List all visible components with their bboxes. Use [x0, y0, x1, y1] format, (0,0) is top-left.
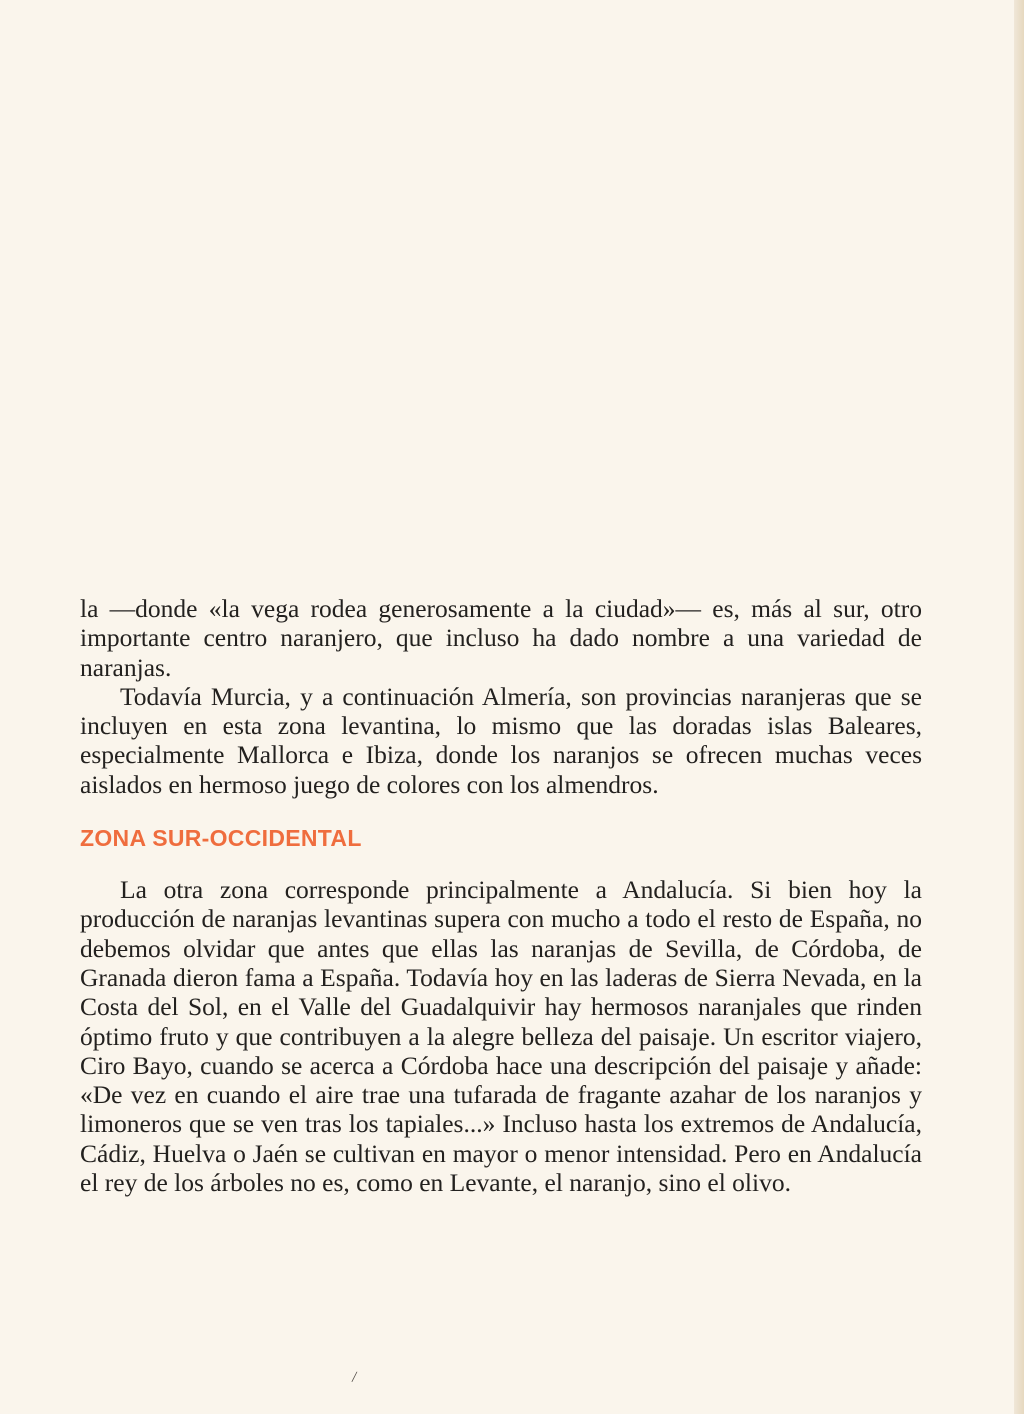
document-body: [80, 594, 922, 1197]
page-mark: /: [350, 1368, 358, 1387]
section-heading: ZONA SUR-OCCIDENTAL: [80, 825, 362, 852]
page-edge: [1014, 0, 1024, 1414]
paragraph-andalucia: La otra zona corresponde principalmente a Andalucía. Si bien hoy la producción de naranjas levantinas supera con mucho a todo el resto de España, no debemos olvidar que antes que ellas las naranjas de Sevilla, de Córdoba, de Granada dieron fama a España. Todavía hoy en las laderas de Sierra Nevada, en la Costa del Sol, en el Valle del Guadalquivir hay hermosos naranjales que rinden óptimo fruto y que contribuyen a la alegre belleza del paisaje. Un escritor viajero, Ciro Bayo, cuando se acerca a Córdoba hace una descripción del paisaje y añade: «De vez en cuando el aire trae una tufarada de fragante azahar de los naranjos y limoneros que se ven tras los tapiales...» Incluso hasta los extremos de Andalucía, Cádiz, Huelva o Jaén se cultivan en mayor o menor intensidad. Pero en Andalucía el rey de los árboles no es, como en Levante, el naranjo, sino el olivo.: [80, 875, 922, 1198]
paragraph-levante-provinces: Todavía Murcia, y a continuación Almería, son provincias naranjeras que se incluyen en esta zona levantina, lo mismo que las doradas islas Baleares, especialmente Mallorca e Ibiza, donde los naranjos se ofrecen muchas veces aislados en hermoso juego de colores con los almendros.: [80, 681, 922, 799]
paragraph-continuation: la —donde «la vega rodea generosamente a la ciudad»— es, más al sur, otro importante centro naranjero, que incluso ha dado nombre a una variedad de naranjas.: [80, 594, 922, 682]
